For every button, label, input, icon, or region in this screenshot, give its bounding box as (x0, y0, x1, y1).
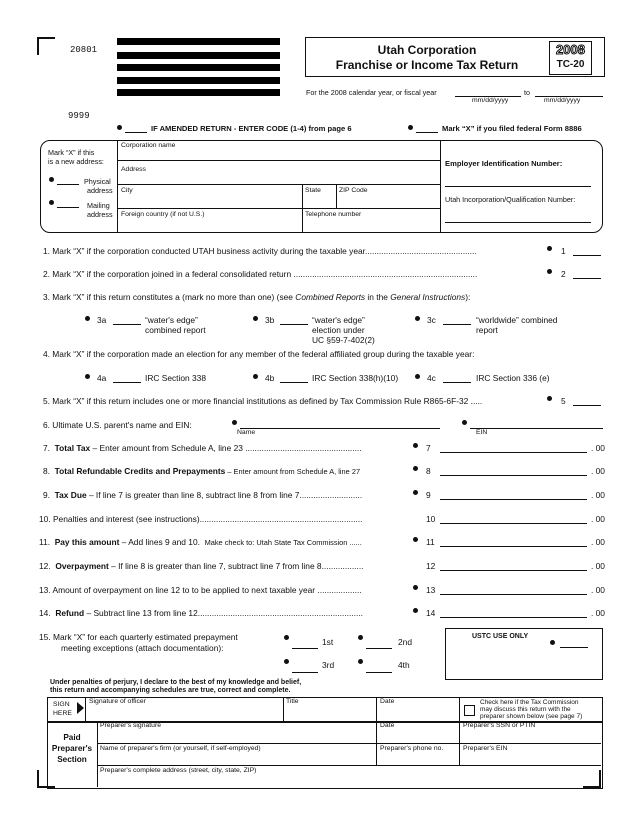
line-3-text: 3. Mark “X” if this return constitutes a (mark no more than one) (see Combined Reports in the General Instructions): (43, 292, 471, 302)
state-label: State (305, 187, 321, 194)
discuss-label-2: may discuss this return with the (480, 706, 571, 713)
q1-checkbox[interactable] (292, 648, 318, 649)
line-3c-checkbox[interactable] (443, 324, 471, 325)
line-12-text: 12. Overpayment – If line 8 is greater than line 7, subtract line 7 from line 8.................. (39, 561, 364, 571)
line-10-box-number: 10 (426, 514, 436, 524)
physical-address-checkbox[interactable] (57, 184, 79, 185)
line-4a-checkbox[interactable] (113, 382, 141, 383)
to-text: to (524, 88, 530, 97)
line-11-text: 11. Pay this amount – Add lines 9 and 10. Make check to: Utah State Tax Commission ...... (39, 537, 362, 547)
parent-name-label: Name (237, 429, 256, 436)
form-number: TC-20 (556, 59, 585, 70)
line-3b-checkbox[interactable] (280, 324, 308, 325)
calendar-text: For the 2008 calendar year, or fiscal year (306, 88, 437, 97)
sign-here-arrow-icon (77, 702, 84, 714)
bullet-icon (413, 585, 418, 590)
line-4b-text: IRC Section 338(h)(10) (312, 373, 399, 383)
line-3a-code: 3a (97, 315, 107, 325)
q2-label: 2nd (398, 637, 412, 647)
line-13-text: 13. Amount of overpayment on line 12 to to be applied to next taxable year ................... (39, 585, 362, 595)
line-2-checkbox[interactable] (573, 278, 601, 279)
corporation-name-label: Corporation name (121, 142, 176, 149)
title-label[interactable]: Title (286, 698, 299, 705)
line-3a-checkbox[interactable] (113, 324, 141, 325)
mark-new-address-label: Mark “X” if this (48, 148, 95, 157)
q4-label: 4th (398, 660, 410, 670)
line-9-cents: . 00 (591, 490, 605, 500)
line-4a-text: IRC Section 338 (145, 373, 206, 383)
line-12-cents: . 00 (591, 561, 605, 571)
physical-label: Physical (84, 177, 111, 186)
line-4-text: 4. Mark “X” if the corporation made an election for any member of the federal affiliated group during the taxable year: (43, 349, 475, 359)
date-label[interactable]: Date (380, 698, 395, 705)
line-14-amount-field[interactable] (440, 617, 587, 618)
line-4c-checkbox[interactable] (443, 382, 471, 383)
bullet-icon (49, 200, 54, 205)
parent-name-field[interactable] (240, 428, 440, 429)
bullet-icon (117, 125, 122, 130)
line-10-amount-field[interactable] (440, 523, 587, 524)
line-10-cents: . 00 (591, 514, 605, 524)
perjury-text: Under penalties of perjury, I declare to the best of my knowledge and belief, (50, 679, 302, 686)
year: 2008 (556, 42, 585, 57)
bullet-icon (85, 316, 90, 321)
line-3b-code: 3b (265, 315, 275, 325)
title-line1: Utah Corporation (377, 43, 477, 57)
line-1-box-number: 1 (561, 246, 566, 256)
city-label: City (121, 187, 133, 194)
line-9-text: 9. Tax Due – If line 7 is greater than line 8, subtract line 8 from line 7........................... (43, 490, 363, 500)
bullet-icon (415, 374, 420, 379)
bullet-icon (413, 537, 418, 542)
line-11-amount-field[interactable] (440, 546, 587, 547)
mailing-label: Mailing (87, 201, 110, 210)
mailing-address-checkbox[interactable] (57, 207, 79, 208)
preparer-date-label[interactable]: Date (380, 722, 395, 729)
q3-label: 3rd (322, 660, 335, 670)
bullet-icon (232, 420, 237, 425)
address-label: Address (121, 166, 146, 173)
line-2-text: 2. Mark “X” if the corporation joined in a federal consolidated return ............................................................................... (43, 269, 478, 279)
preparer-address-label[interactable]: Preparer's complete address (street, city, state, ZIP) (100, 767, 257, 774)
line-1-text: 1. Mark “X” if the corporation conducted UTAH business activity during the taxable year................................................ (43, 246, 477, 256)
mark-new-address-label-2: is a new address: (48, 157, 104, 166)
ein-label: Employer Identification Number: (445, 159, 563, 168)
line-3c-text-2: report (476, 325, 498, 335)
bullet-icon (550, 640, 555, 645)
q1-label: 1st (322, 637, 334, 647)
bullet-icon (358, 659, 363, 664)
bullet-icon (413, 466, 418, 471)
paid-preparer-label: Paid (63, 733, 81, 742)
line-8-cents: . 00 (591, 466, 605, 476)
bullet-icon (462, 420, 467, 425)
line-4b-code: 4b (265, 373, 275, 383)
line-6-text: 6. Ultimate U.S. parent's name and EIN: (43, 420, 192, 430)
parent-ein-label: EIN (476, 429, 488, 436)
corner-mark-top-left (37, 37, 55, 55)
zip-label: ZIP Code (339, 187, 368, 194)
line-3a-text: “water's edge” (145, 315, 198, 325)
line-14-cents: . 00 (591, 608, 605, 618)
line-11-box-number: 11 (426, 537, 435, 547)
physical-label-2: address (87, 186, 113, 195)
line-7-box-number: 7 (426, 443, 431, 453)
perjury-text-2: this return and accompanying schedules are true, correct and complete. (50, 687, 291, 694)
line-5-checkbox[interactable] (573, 405, 601, 406)
line-5-box-number: 5 (561, 396, 566, 406)
bullet-icon (85, 374, 90, 379)
bullet-icon (49, 177, 54, 182)
form-8886-label: Mark “X” if you filed federal Form 8886 (442, 124, 582, 133)
preparer-ein-label[interactable]: Preparer's EIN (463, 745, 508, 752)
line-13-box-number: 13 (426, 585, 436, 595)
bullet-icon (413, 443, 418, 448)
discuss-label: Check here if the Tax Commission (480, 699, 579, 706)
preparer-signature-label[interactable]: Preparer's signature (100, 722, 161, 729)
paid-preparer-label-3: Section (57, 755, 87, 764)
line-4c-text: IRC Section 336 (e) (476, 373, 550, 383)
line-4c-code: 4c (427, 373, 436, 383)
paid-preparer-label-2: Preparer's (51, 744, 93, 753)
bullet-icon (284, 659, 289, 664)
line-5-text: 5. Mark “X” if this return includes one or more financial institutions as defined by Tax Commission Rule R865-6F-32 ..... (43, 396, 483, 406)
preparer-box (47, 721, 603, 789)
bullet-icon (547, 396, 552, 401)
line-7-text: 7. Total Tax – Enter amount from Schedule A, line 23 .................................................. (43, 443, 362, 453)
line-13-cents: . 00 (591, 585, 605, 595)
bullet-icon (547, 246, 552, 251)
line-8-text: 8. Total Refundable Credits and Prepayments – Enter amount from Schedule A, line 27 (43, 466, 361, 476)
q2-checkbox[interactable] (366, 648, 392, 649)
preparer-phone-label[interactable]: Preparer's phone no. (380, 745, 444, 752)
bullet-icon (413, 608, 418, 613)
bullet-icon (408, 125, 413, 130)
line-4b-checkbox[interactable] (280, 382, 308, 383)
bullet-icon (358, 635, 363, 640)
signature-officer-label[interactable]: Signature of officer (89, 698, 146, 705)
amended-label: IF AMENDED RETURN - ENTER CODE (1-4) from page 6 (151, 124, 352, 133)
sign-here-label-2: HERE (53, 710, 72, 717)
date-format-1: mm/dd/yyyy (472, 97, 509, 104)
preparer-firm-label[interactable]: Name of preparer's firm (or yourself, if self-employed) (100, 745, 261, 752)
form-code: 20801 (70, 45, 98, 55)
bullet-icon (413, 490, 418, 495)
parent-ein-field[interactable] (470, 428, 603, 429)
utah-incorporation-field[interactable] (445, 222, 591, 223)
bullet-icon (547, 269, 552, 274)
line-12-box-number: 12 (426, 561, 436, 571)
utah-incorporation-label: Utah Incorporation/Qualification Number: (445, 195, 576, 204)
title-line2: Franchise or Income Tax Return (335, 58, 519, 72)
discuss-checkbox[interactable] (464, 705, 475, 716)
bullet-icon (284, 635, 289, 640)
line-3b-text-2: election under (312, 325, 365, 335)
line-4a-code: 4a (97, 373, 107, 383)
foreign-country-label: Foreign country (if not U.S.) (121, 211, 205, 218)
line-3b-text: “water's edge” (312, 315, 365, 325)
line-8-box-number: 8 (426, 466, 431, 476)
line-10-text: 10. Penalties and interest (see instructions)...................................................................... (39, 514, 363, 524)
line-3b-text-3: UC §59-7-402(2) (312, 335, 375, 345)
line-7-cents: . 00 (591, 443, 605, 453)
code-9999: 9999 (68, 111, 90, 121)
line-7-amount-field[interactable] (440, 452, 587, 453)
line-8-amount-field[interactable] (440, 475, 587, 476)
preparer-ssn-label[interactable]: Preparer's SSN or PTIN (463, 722, 536, 729)
line-3c-text: “worldwide” combined (476, 315, 558, 325)
line-14-text: 14. Refund – Subtract line 13 from line 12....................................................................... (39, 608, 363, 618)
ein-field[interactable] (445, 186, 591, 187)
form-8886-field[interactable] (416, 132, 438, 133)
line-11-cents: . 00 (591, 537, 605, 547)
line-14-box-number: 14 (426, 608, 436, 618)
line-12-amount-field[interactable] (440, 570, 587, 571)
bullet-icon (415, 316, 420, 321)
line-3c-code: 3c (427, 315, 436, 325)
line-15-text-2: meeting exceptions (attach documentation): (61, 643, 224, 653)
sign-here-label: SIGN (53, 701, 70, 708)
telephone-label: Telephone number (305, 211, 362, 218)
ustc-use-label: USTC USE ONLY (472, 633, 529, 640)
line-1-checkbox[interactable] (573, 255, 601, 256)
q4-checkbox[interactable] (366, 672, 392, 673)
ustc-field (560, 647, 588, 648)
bullet-icon (253, 374, 258, 379)
q3-checkbox[interactable] (292, 672, 318, 673)
line-9-box-number: 9 (426, 490, 431, 500)
line-3a-text-2: combined report (145, 325, 206, 335)
line-9-amount-field[interactable] (440, 499, 587, 500)
discuss-label-3: preparer shown below (see page 7) (480, 713, 583, 720)
amended-code-field[interactable] (125, 132, 147, 133)
bullet-icon (253, 316, 258, 321)
mailing-label-2: address (87, 210, 113, 219)
line-13-amount-field[interactable] (440, 594, 587, 595)
line-15-text: 15. Mark “X” for each quarterly estimated prepayment (39, 632, 238, 642)
line-2-box-number: 2 (561, 269, 566, 279)
date-format-2: mm/dd/yyyy (544, 97, 581, 104)
